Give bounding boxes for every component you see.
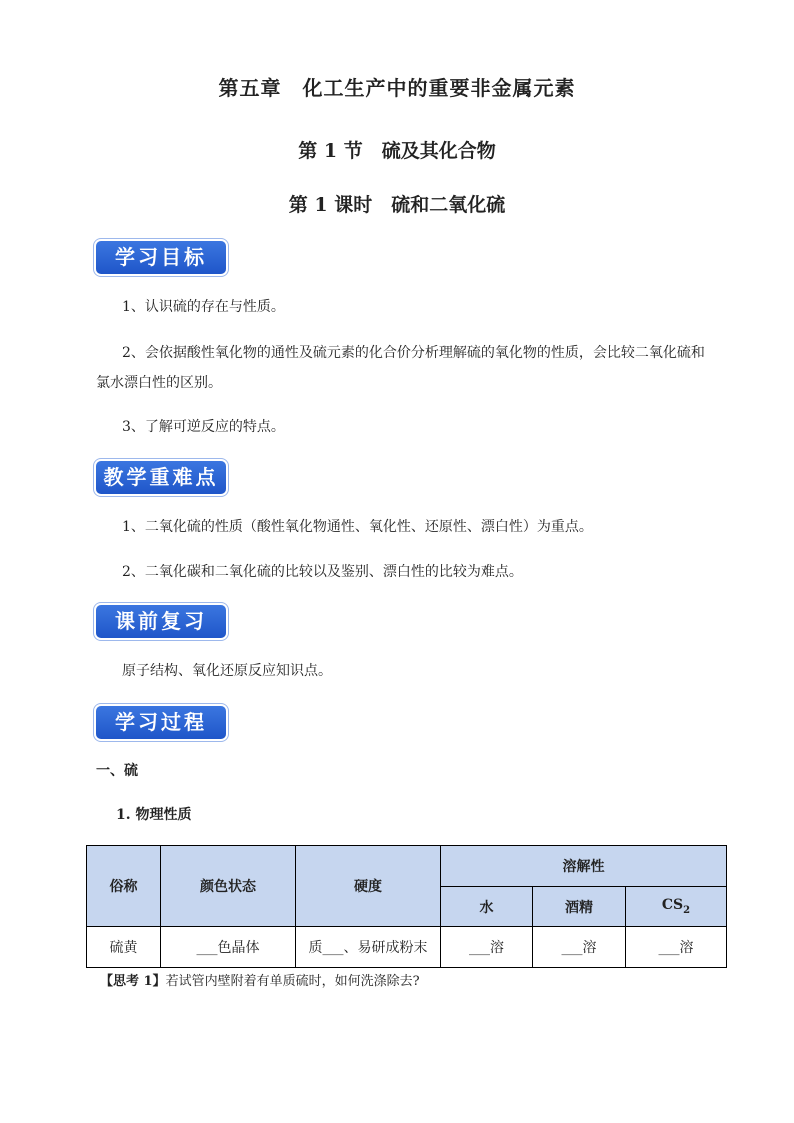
cell-color-state: ___色晶体	[161, 927, 296, 968]
goal-item-3: 3、了解可逆反应的特点。	[122, 419, 285, 435]
header-common-name: 俗称	[87, 846, 161, 927]
header-solubility: 溶解性	[441, 846, 727, 887]
cell-hardness: 质___、易研成粉末	[296, 927, 441, 968]
process-heading: 一、硫	[96, 763, 138, 779]
review-text: 原子结构、氧化还原反应知识点。	[122, 663, 332, 679]
review-badge: 课前复习	[96, 605, 226, 638]
section-title: 第 1 节 硫及其化合物	[298, 140, 496, 162]
lesson-title: 第 1 课时 硫和二氧化硫	[288, 194, 506, 216]
goal-item-1: 1、认识硫的存在与性质。	[122, 299, 285, 315]
process-badge: 学习过程	[96, 706, 226, 739]
cell-common-name: 硫黄	[87, 927, 161, 968]
header-cs2	[626, 887, 727, 927]
chapter-title: 第五章 化工生产中的重要非金属元素	[218, 76, 576, 100]
header-color-state: 颜色状态	[161, 846, 296, 927]
header-alcohol: 酒精	[533, 887, 626, 927]
think-question	[100, 970, 420, 989]
goals-badge: 学习目标	[96, 241, 226, 274]
cell-alcohol: ___溶	[533, 927, 626, 968]
physical-properties-table	[86, 845, 727, 968]
goal-item-2-cont: 氯水漂白性的区别。	[96, 375, 222, 391]
think-text: 若试管内壁附着有单质硫时，如何洗涤除去?	[165, 974, 420, 989]
header-cs2-text: CS	[661, 897, 684, 914]
key-point-2: 2、二氧化碳和二氧化硫的比较以及鉴别、漂白性的比较为难点。	[122, 564, 523, 580]
header-water: 水	[441, 887, 533, 927]
header-cs2-subscript: 2	[683, 904, 691, 916]
key-point-1: 1、二氧化硫的性质（酸性氧化物通性、氧化性、还原性、漂白性）为重点。	[122, 519, 593, 535]
cell-water: ___溶	[441, 927, 533, 968]
header-hardness: 硬度	[296, 846, 441, 927]
cell-cs2: ___溶	[626, 927, 727, 968]
key-points-badge: 教学重难点	[96, 461, 226, 494]
think-label: 【思考 1】	[100, 974, 166, 989]
goal-item-2: 2、会依据酸性氧化物的通性及硫元素的化合价分析理解硫的氧化物的性质，会比较二氧化硫和	[122, 345, 705, 361]
process-subheading: 1. 物理性质	[116, 807, 192, 823]
